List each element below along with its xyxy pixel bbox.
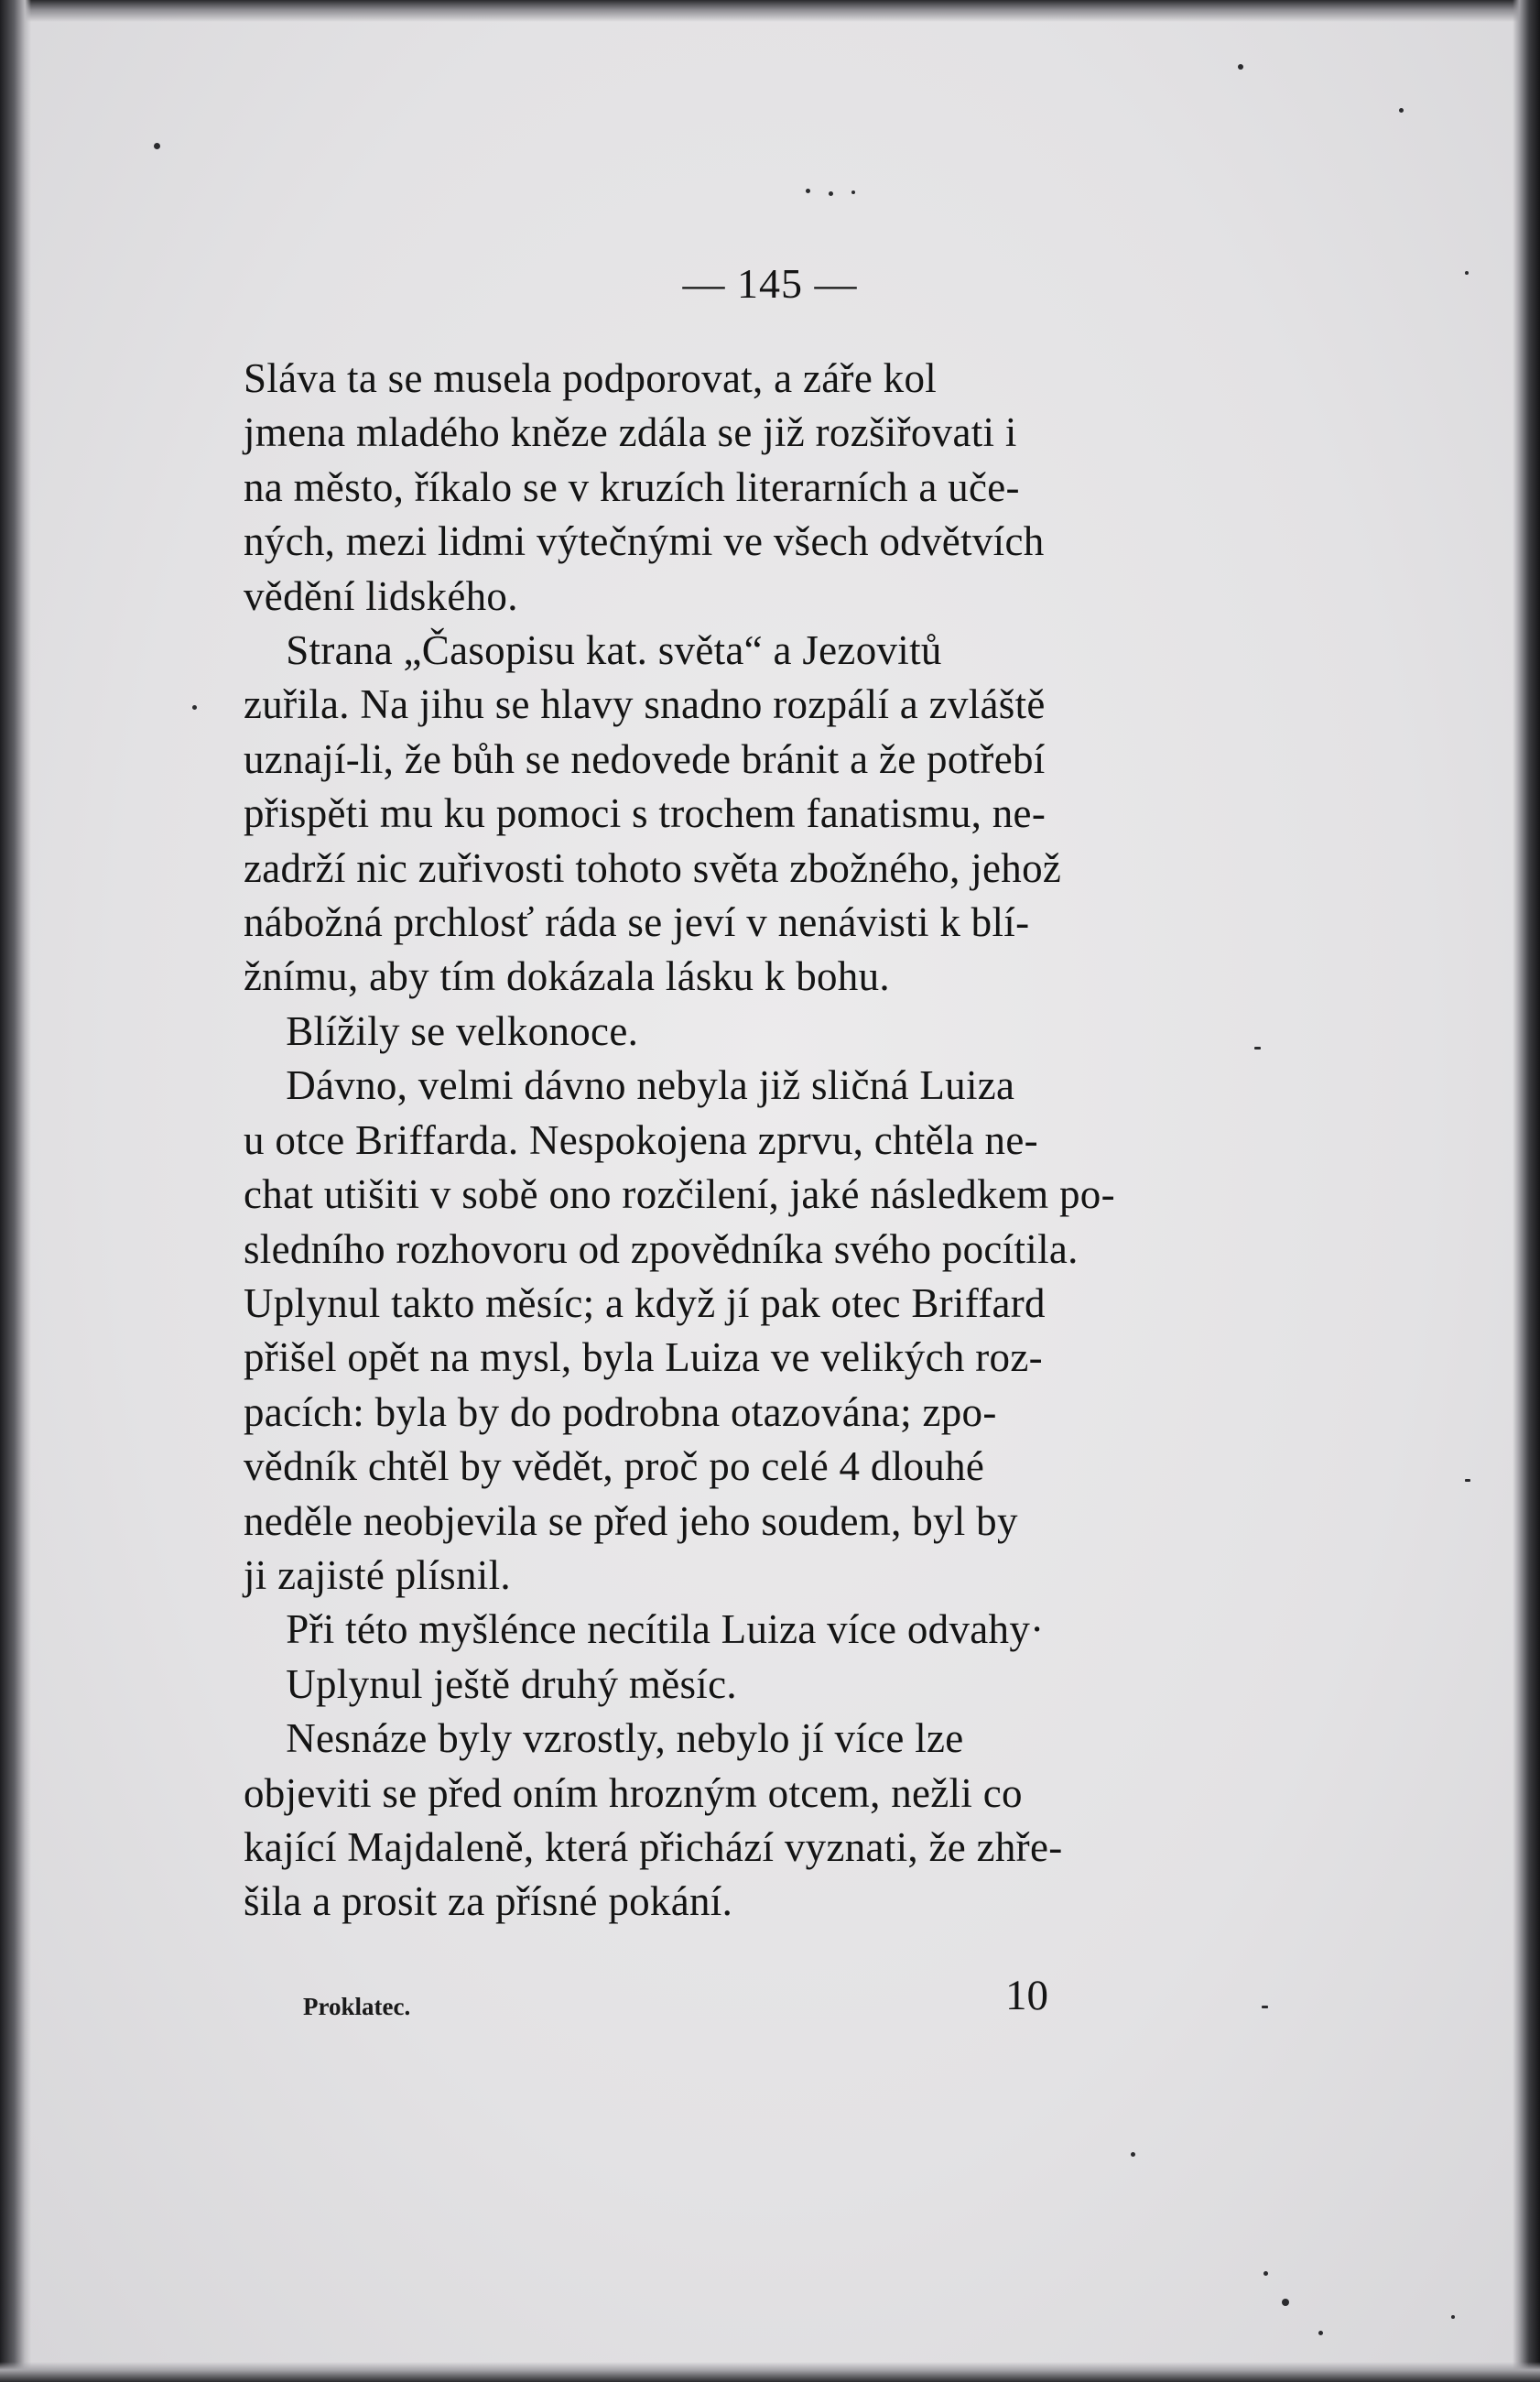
text-line: nábožná prchlosť ráda se jeví v nenávisti k blí- (244, 899, 1030, 946)
text-line: Při této myšlénce necítila Luiza více odvahy· (244, 1606, 1045, 1653)
scan-speck (851, 190, 855, 194)
text-line: Dávno, velmi dávno nebyla již sličná Luiza (244, 1062, 1015, 1109)
scan-speck (1318, 2331, 1323, 2335)
text-line: kající Majdaleně, která přichází vyznati, že zhře- (244, 1823, 1063, 1870)
text-line: Blížily se velkonoce. (244, 1007, 639, 1054)
text-line: chat utišiti v sobě ono rozčilení, jaké následkem po- (244, 1171, 1115, 1218)
scan-speck (1262, 2006, 1268, 2008)
scan-speck (1465, 1479, 1470, 1482)
text-line: Uplynul ještě druhý měsíc. (244, 1660, 737, 1707)
text-line: pacích: byla by do podrobna otazována; zpo- (244, 1388, 997, 1435)
page-edge-shadow-bottom (0, 2362, 1540, 2382)
text-line: Strana „Časopisu kat. světa“ a Jezovitů (244, 627, 942, 674)
text-line: vědění lidského. (244, 572, 518, 619)
text-line: Uplynul takto měsíc; a když jí pak otec Briffard (244, 1279, 1046, 1326)
signature-mark: Proklatec. (303, 1993, 411, 2020)
text-line: šila a prosit za přísné pokání. (244, 1878, 733, 1925)
scan-speck (1399, 108, 1404, 113)
text-line: objeviti se před oním hrozným otcem, nežli co (244, 1769, 1023, 1816)
text-line: sledního rozhovoru od zpovědníka svého pocítila. (244, 1225, 1079, 1272)
text-line: ji zajisté plísnil. (244, 1551, 511, 1598)
text-line: zadrží nic zuřivosti tohoto světa zbožného, jehož (244, 844, 1062, 891)
scan-speck (154, 143, 160, 149)
text-line: vědník chtěl by vědět, proč po celé 4 dlouhé (244, 1443, 985, 1490)
text-line: Sláva ta se musela podporovat, a záře kol (244, 355, 938, 401)
page-number-header: — 145 — (682, 260, 858, 307)
text-line: zuřila. Na jihu se hlavy snadno rozpálí a zvláště (244, 681, 1046, 728)
text-line: žnímu, aby tím dokázala lásku k bohu. (244, 953, 890, 1000)
text-line: přišel opět na mysl, byla Luiza ve velikých roz- (244, 1334, 1043, 1381)
text-line: Nesnáze byly vzrostly, nebylo jí více lze (244, 1715, 964, 1762)
scan-speck (806, 189, 810, 193)
scan-speck (192, 705, 197, 710)
scan-speck (1451, 2315, 1455, 2319)
text-line: jmena mladého kněze zdála se již rozšiřovati i (244, 409, 1017, 456)
text-line: uznají-li, že bůh se nedovede bránit a že potřebí (244, 735, 1046, 782)
sheet-number: 10 (1005, 1972, 1048, 2019)
text-line: na město, říkalo se v kruzích literarních a uče- (244, 463, 1020, 510)
text-line: u otce Briffarda. Nespokojena zprvu, chtěla ne- (244, 1116, 1038, 1163)
scan-speck (829, 191, 833, 196)
text-line: neděle neobjevila se před jeho soudem, byl by (244, 1497, 1018, 1544)
scan-speck (1131, 2152, 1135, 2157)
scan-speck (1263, 2271, 1268, 2276)
body-text (244, 352, 1278, 1930)
scan-speck (1238, 64, 1243, 70)
page-edge-shadow-left (0, 0, 31, 2382)
text-line: přispěti mu ku pomoci s trochem fanatismu, ne- (244, 790, 1047, 837)
scan-speck (1282, 2299, 1289, 2306)
text-line: ných, mezi lidmi výtečnými ve všech odvětvích (244, 518, 1045, 565)
page-edge-shadow-right (1513, 0, 1540, 2382)
page-edge-shadow-top (0, 0, 1540, 22)
